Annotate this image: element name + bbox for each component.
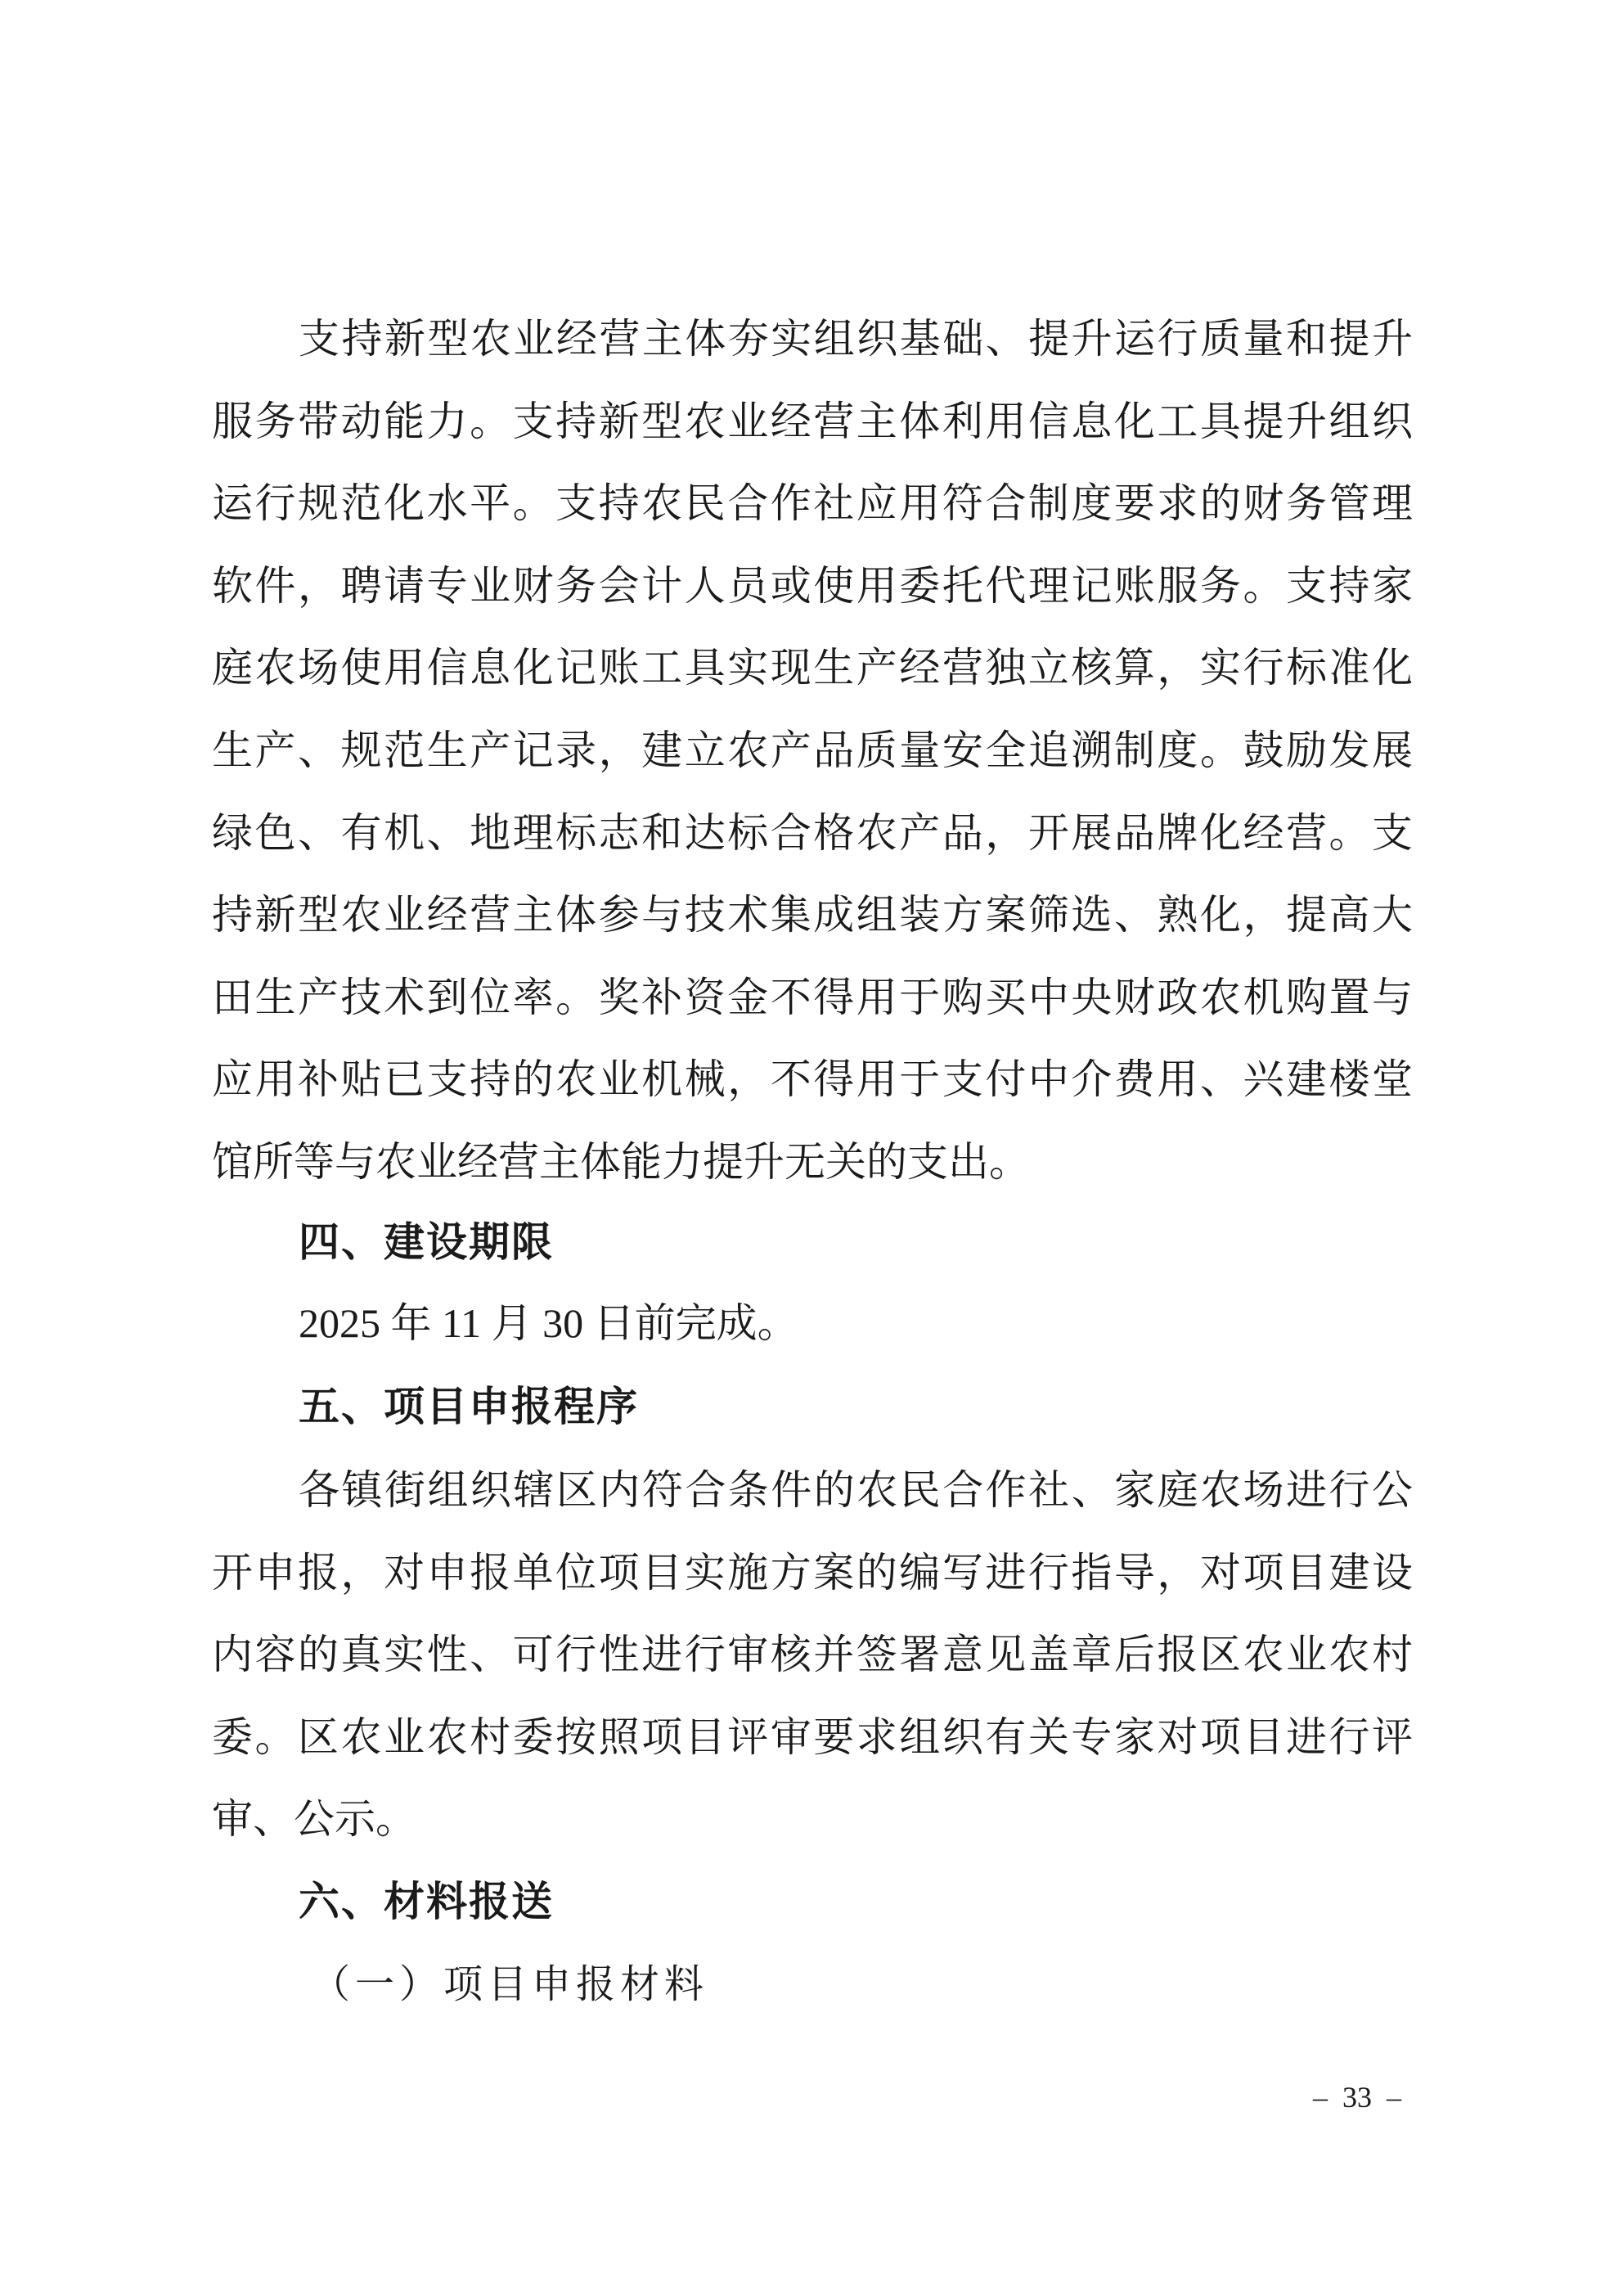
- paragraph-line: 开申报，对申报单位项目实施方案的编写进行指导，对项目建设: [212, 1549, 1413, 1596]
- paragraph-line: 田生产技术到位率。奖补资金不得用于购买中央财政农机购置与: [212, 974, 1413, 1021]
- paragraph-line: 持新型农业经营主体参与技术集成组装方案筛选、熟化，提高大: [212, 891, 1413, 939]
- paragraph-line: 生产、规范生产记录，建立农产品质量安全追溯制度。鼓励发展: [212, 727, 1413, 774]
- section-heading-4: 四、建设期限: [299, 1218, 554, 1266]
- paragraph-line: 审、公示。: [212, 1795, 416, 1843]
- paragraph-line: 各镇街组织辖区内符合条件的农民合作社、家庭农场进行公: [299, 1466, 1413, 1514]
- section-heading-5: 五、项目申报程序: [299, 1383, 639, 1430]
- section-heading-6: 六、材料报送: [299, 1878, 554, 1925]
- paragraph-line: 软件，聘请专业财务会计人员或使用委托代理记账服务。支持家: [212, 562, 1413, 610]
- subsection-heading: （一）项目申报材料: [311, 1961, 709, 2007]
- paragraph-line: 绿色、有机、地理标志和达标合格农产品，开展品牌化经营。支: [212, 809, 1413, 857]
- paragraph-line: 支持新型农业经营主体夯实组织基础、提升运行质量和提升: [299, 315, 1413, 362]
- paragraph-line: 内容的真实性、可行性进行审核并签署意见盖章后报区农业农村: [212, 1631, 1413, 1678]
- paragraph-line: 服务带动能力。支持新型农业经营主体利用信息化工具提升组织: [212, 398, 1413, 445]
- paragraph-line: 庭农场使用信息化记账工具实现生产经营独立核算，实行标准化: [212, 644, 1413, 691]
- paragraph-line: 应用补贴已支持的农业机械，不得用于支付中介费用、兴建楼堂: [212, 1056, 1413, 1103]
- section-4-text: 2025 年 11 月 30 日前完成。: [299, 1300, 798, 1346]
- page-number: – 33 –: [1313, 2081, 1401, 2114]
- paragraph-line: 委。区农业农村委按照项目评审要求组织有关专家对项目进行评: [212, 1713, 1413, 1761]
- paragraph-line: 运行规范化水平。支持农民合作社应用符合制度要求的财务管理: [212, 479, 1413, 527]
- paragraph-line: 馆所等与农业经营主体能力提升无关的支出。: [212, 1138, 1030, 1186]
